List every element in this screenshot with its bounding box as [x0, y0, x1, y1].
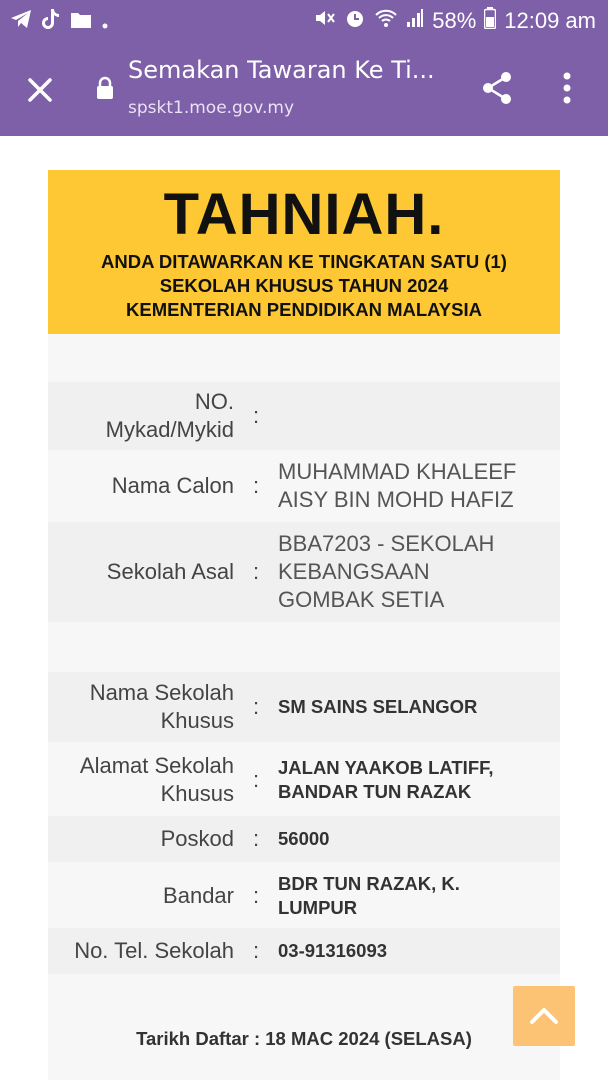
- tel-sekolah-value[interactable]: 03-91316093: [278, 940, 388, 961]
- colon: :: [252, 473, 260, 498]
- wifi-icon: [374, 8, 398, 34]
- row-tel-sekolah: [48, 928, 560, 974]
- alamat-sekolah-label-line-1: Alamat Sekolah: [79, 753, 234, 778]
- dot-icon: [102, 10, 108, 34]
- tel-sekolah-label: No. Tel. Sekolah: [74, 938, 234, 963]
- alamat-sekolah-value: [278, 756, 548, 804]
- status-bar: [0, 0, 608, 42]
- bandar-label: Bandar: [163, 883, 234, 908]
- row-nama-sekolah-khusus: [48, 672, 560, 742]
- colon: :: [252, 403, 260, 428]
- banner-line-1: ANDA DITAWARKAN KE TINGKATAN SATU (1): [101, 251, 507, 272]
- colon: :: [252, 826, 260, 851]
- banner-heading: TAHNIAH.: [163, 182, 445, 247]
- mute-icon: [314, 8, 336, 34]
- battery-icon: [484, 7, 496, 35]
- clock: 12:09 am: [504, 8, 596, 33]
- banner-line-2: SEKOLAH KHUSUS TAHUN 2024: [159, 275, 449, 296]
- more-icon[interactable]: [552, 68, 582, 108]
- mykad-label-line-1: NO.: [194, 389, 234, 414]
- tarikh-daftar: Tarikh Daftar : 18 MAC 2024 (SELASA): [136, 1028, 472, 1049]
- colon: :: [252, 694, 260, 719]
- colon: :: [252, 883, 260, 908]
- chevron-up-icon: [513, 986, 575, 1046]
- sekolah-asal-line-1: BBA7203 - SEKOLAH: [278, 531, 495, 556]
- alamat-sekolah-label: [48, 752, 234, 808]
- alamat-line-1: JALAN YAAKOB LATIFF,: [278, 757, 494, 778]
- signal-icon: [406, 8, 424, 34]
- sekolah-asal-label: Sekolah Asal: [106, 559, 234, 584]
- telegram-icon: [10, 9, 32, 34]
- page-url[interactable]: spskt1.moe.gov.my: [128, 98, 295, 118]
- poskod-value: 56000: [278, 828, 330, 849]
- colon: :: [252, 559, 260, 584]
- row-alamat-sekolah: [48, 744, 560, 816]
- sekolah-asal-line-2: KEBANGSAAN: [278, 559, 430, 584]
- row-mykad: [48, 382, 560, 450]
- colon: :: [252, 767, 260, 792]
- battery-level: 58%: [432, 8, 477, 33]
- page-title: Semakan Tawaran Ke Ti...: [128, 56, 435, 84]
- mykad-label: [48, 388, 234, 444]
- bandar-line-2: LUMPUR: [278, 897, 358, 918]
- bandar-line-1: BDR TUN RAZAK, K.: [278, 873, 460, 894]
- alamat-line-2: BANDAR TUN RAZAK: [278, 781, 472, 802]
- sekolah-asal-line-3: GOMBAK SETIA: [278, 587, 445, 612]
- nama-calon-line-2: AISY BIN MOHD HAFIZ: [278, 487, 514, 512]
- row-bandar: [48, 864, 560, 928]
- nama-sekolah-khusus-label: [48, 679, 234, 735]
- nama-sekolah-khusus-value: SM SAINS SELANGOR: [278, 696, 478, 717]
- nama-sekolah-khusus-label-line-1: Nama Sekolah: [89, 680, 234, 705]
- row-nama-calon: [48, 452, 560, 520]
- folder-icon: [70, 10, 92, 34]
- offer-details: [48, 334, 560, 1080]
- poskod-label: Poskod: [160, 826, 234, 851]
- mykad-label-line-2: Mykad/Mykid: [105, 417, 234, 442]
- bandar-value: [278, 872, 548, 920]
- tiktok-icon: [42, 8, 60, 35]
- nama-calon-label: Nama Calon: [111, 473, 234, 498]
- share-icon[interactable]: [478, 68, 518, 108]
- banner-line-3: KEMENTERIAN PENDIDIKAN MALAYSIA: [126, 299, 482, 320]
- colon: :: [252, 938, 260, 963]
- lock-icon: [95, 76, 115, 100]
- row-poskod: [48, 816, 560, 862]
- row-sekolah-asal: [48, 522, 560, 622]
- scroll-to-top-button[interactable]: [513, 986, 575, 1046]
- browser-toolbar: [0, 42, 608, 136]
- web-content: [0, 136, 608, 1080]
- nama-calon-line-1: MUHAMMAD KHALEEF: [278, 459, 517, 484]
- alarm-icon: [344, 7, 366, 35]
- close-icon[interactable]: [20, 70, 60, 110]
- nama-sekolah-khusus-label-line-2: Khusus: [160, 708, 234, 733]
- sekolah-asal-value: [278, 530, 548, 614]
- alamat-sekolah-label-line-2: Khusus: [160, 781, 234, 806]
- nama-calon-value: [278, 458, 548, 514]
- congratulations-banner: [48, 170, 560, 334]
